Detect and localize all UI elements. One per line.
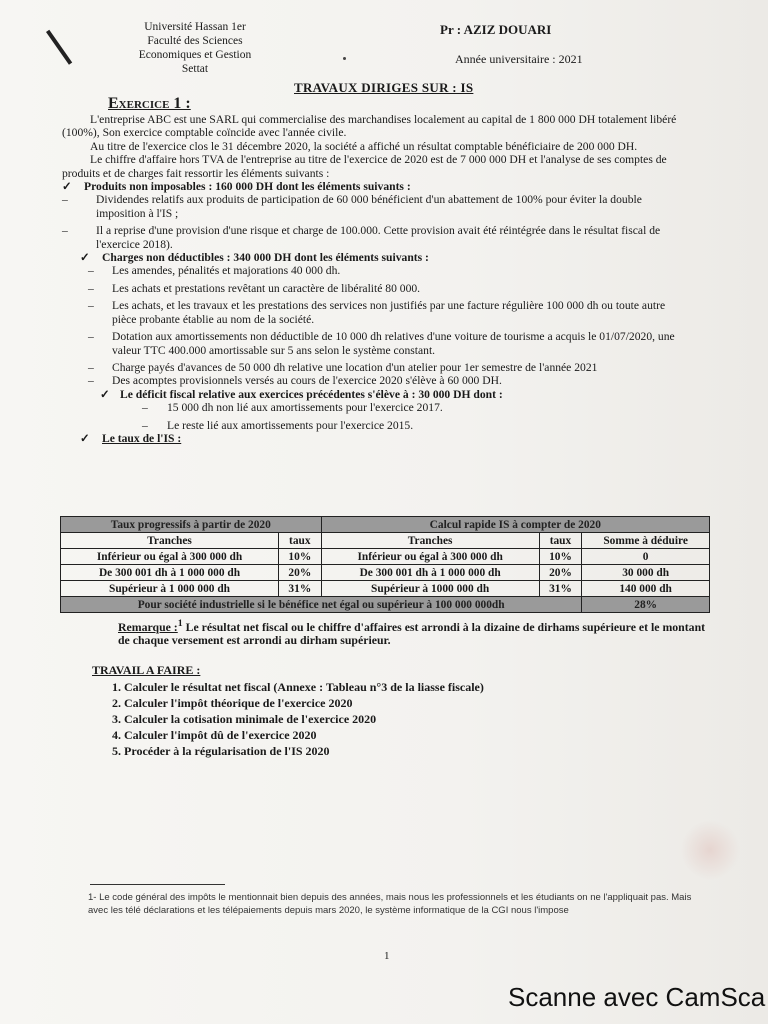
checkmark-icon: ✓ bbox=[62, 180, 72, 194]
paragraph-result: Au titre de l'exercice clos le 31 décembre 2020, la société a affiché un résultat comptable bénéficiaire de 200 000 DH. bbox=[90, 139, 638, 153]
list-item: – Le reste lié aux amortissements pour l'exercice 2015. bbox=[142, 418, 414, 432]
paragraph-company: L'entreprise ABC est une SARL qui commercialise des marchandises localement au capital de 1 800 000 DH totalement libéré (100%), Son exercice comptable coïncide avec l'année civile. bbox=[62, 113, 677, 140]
table-row: Inférieur ou égal à 300 000 dh 10% Inférieur ou égal à 300 000 dh 10% 0 bbox=[61, 549, 710, 565]
charges-heading: ✓ Charges non déductibles : 340 000 DH dont les éléments suivants : bbox=[80, 251, 429, 265]
checkmark-icon: ✓ bbox=[80, 251, 90, 265]
remark-label: Remarque : bbox=[118, 619, 178, 634]
university-header bbox=[110, 20, 280, 76]
list-item: – Dotation aux amortissements non déductible de 10 000 dh relatives d'une voiture de tourisme a acquis le 01/07/2020, une valeur TTC 400.000 amortissable sur 5 ans selon le système constant. bbox=[88, 330, 675, 357]
column-header: Tranches bbox=[61, 533, 279, 549]
footnote-divider bbox=[90, 884, 225, 885]
list-item: 3. Calculer la cotisation minimale de l'exercice 2020 bbox=[112, 712, 377, 726]
exercise-body bbox=[62, 113, 690, 445]
taux-heading: ✓ Le taux de l'IS : bbox=[80, 431, 182, 445]
deficit-heading: ✓ Le déficit fiscal relative aux exercices précédentes s'élève à : 30 000 DH dont : bbox=[100, 387, 503, 401]
university-line: Economiques et Gestion bbox=[138, 49, 252, 61]
university-line: Université Hassan 1er bbox=[144, 21, 246, 33]
footnote: 1- Le code général des impôts le mentionnait bien depuis des années, mais nous les professionnels et les étudiants on ne l'appliquait pas. Mais avec les télé déclarations et les télépaiements depuis mars 2020, le système informatique de la CGI nous l'impose bbox=[88, 892, 692, 916]
column-header: Tranches bbox=[321, 533, 539, 549]
list-item: – Des acomptes provisionnels versés au cours de l'exercice 2020 s'élève à 60 000 DH. bbox=[88, 374, 502, 388]
table-title-left: Taux progressifs à partir de 2020 bbox=[61, 517, 322, 533]
page-number: 1 bbox=[384, 950, 390, 962]
scan-smudge bbox=[680, 820, 740, 880]
produits-heading: ✓ Produits non imposables : 160 000 DH dont les éléments suivants : bbox=[62, 180, 411, 194]
table-row: Supérieur à 1 000 000 dh 31% Supérieur à 1000 000 dh 31% 140 000 dh bbox=[61, 581, 710, 597]
paragraph-turnover: Le chiffre d'affaire hors TVA de l'entreprise au titre de l'exercice de 2020 est de 7 000 000 DH et l'analyse de ses comptes de produits et de charges fait ressortir les éléments suivants : bbox=[62, 153, 667, 180]
academic-year: Année universitaire : 2021 bbox=[455, 52, 583, 66]
list-item: – 15 000 dh non lié aux amortissements pour l'exercice 2017. bbox=[142, 401, 443, 415]
remark bbox=[118, 617, 708, 647]
list-item: – Les achats, et les travaux et les prestations des services non justifiés par une facture régulière 100 000 dh ou toute autre pièce probante établie au nom de la société. bbox=[88, 299, 666, 326]
list-item: – Il a reprise d'une provision d'une risque et charge de 100.000. Cette provision avait été réintégrée dans le résultat fiscal de l'exercice 2018). bbox=[62, 224, 661, 251]
column-header: Somme à déduire bbox=[582, 533, 710, 549]
travail-heading: TRAVAIL A FAIRE : bbox=[92, 663, 201, 677]
list-item: – Les achats et prestations revêtant un caractère de libéralité 80 000. bbox=[88, 281, 421, 295]
university-line: Faculté des Sciences bbox=[147, 35, 243, 47]
remark-text: Le résultat net fiscal ou le chiffre d'affaires est arrondi à la dizaine de dirhams supérieure et le montant de chaque versement est arrondi au dirham supérieur. bbox=[118, 619, 706, 647]
list-item: 5. Procéder à la régularisation de l'IS 2020 bbox=[112, 744, 330, 758]
column-header: taux bbox=[539, 533, 582, 549]
checkmark-icon: ✓ bbox=[80, 431, 90, 445]
scanner-watermark: Scanne avec CamSca bbox=[508, 982, 766, 1012]
list-item: 2. Calculer l'impôt théorique de l'exercice 2020 bbox=[112, 696, 353, 710]
university-line: Settat bbox=[181, 63, 209, 75]
list-item: 4. Calculer l'impôt dû de l'exercice 2020 bbox=[112, 728, 317, 742]
list-item: – Charge payés d'avances de 50 000 dh relative une location d'un atelier pour 1er semestre de l'année 2021 bbox=[88, 360, 598, 374]
footnote-ref: 1 bbox=[177, 618, 183, 629]
page-title: TRAVAUX DIRIGES SUR : IS bbox=[294, 80, 474, 95]
list-item: – Les amendes, pénalités et majorations 40 000 dh. bbox=[88, 264, 341, 278]
table-title-right: Calcul rapide IS à compter de 2020 bbox=[321, 517, 709, 533]
exercise-title: Exercice 1 : bbox=[108, 95, 191, 112]
list-item: – Dividendes relatifs aux produits de participation de 60 000 bénéficient d'un abattement de 100% pour éviter la double imposition à l'IS ; bbox=[62, 193, 642, 220]
table-footer-row: Pour société industrielle si le bénéfice net égal ou supérieur à 100 000 000dh 28% bbox=[61, 597, 710, 613]
is-rate-table bbox=[60, 516, 710, 613]
speck bbox=[343, 57, 346, 60]
list-item: 1. Calculer le résultat net fiscal (Annexe : Tableau n°3 de la liasse fiscale) bbox=[112, 680, 484, 694]
professor-name: Pr : AZIZ DOUARI bbox=[440, 22, 552, 37]
column-header: taux bbox=[279, 533, 322, 549]
task-list bbox=[112, 679, 484, 759]
pen-stroke-mark bbox=[46, 30, 72, 65]
table-row: De 300 001 dh à 1 000 000 dh 20% De 300 001 dh à 1 000 000 dh 20% 30 000 dh bbox=[61, 565, 710, 581]
checkmark-icon: ✓ bbox=[100, 387, 110, 401]
